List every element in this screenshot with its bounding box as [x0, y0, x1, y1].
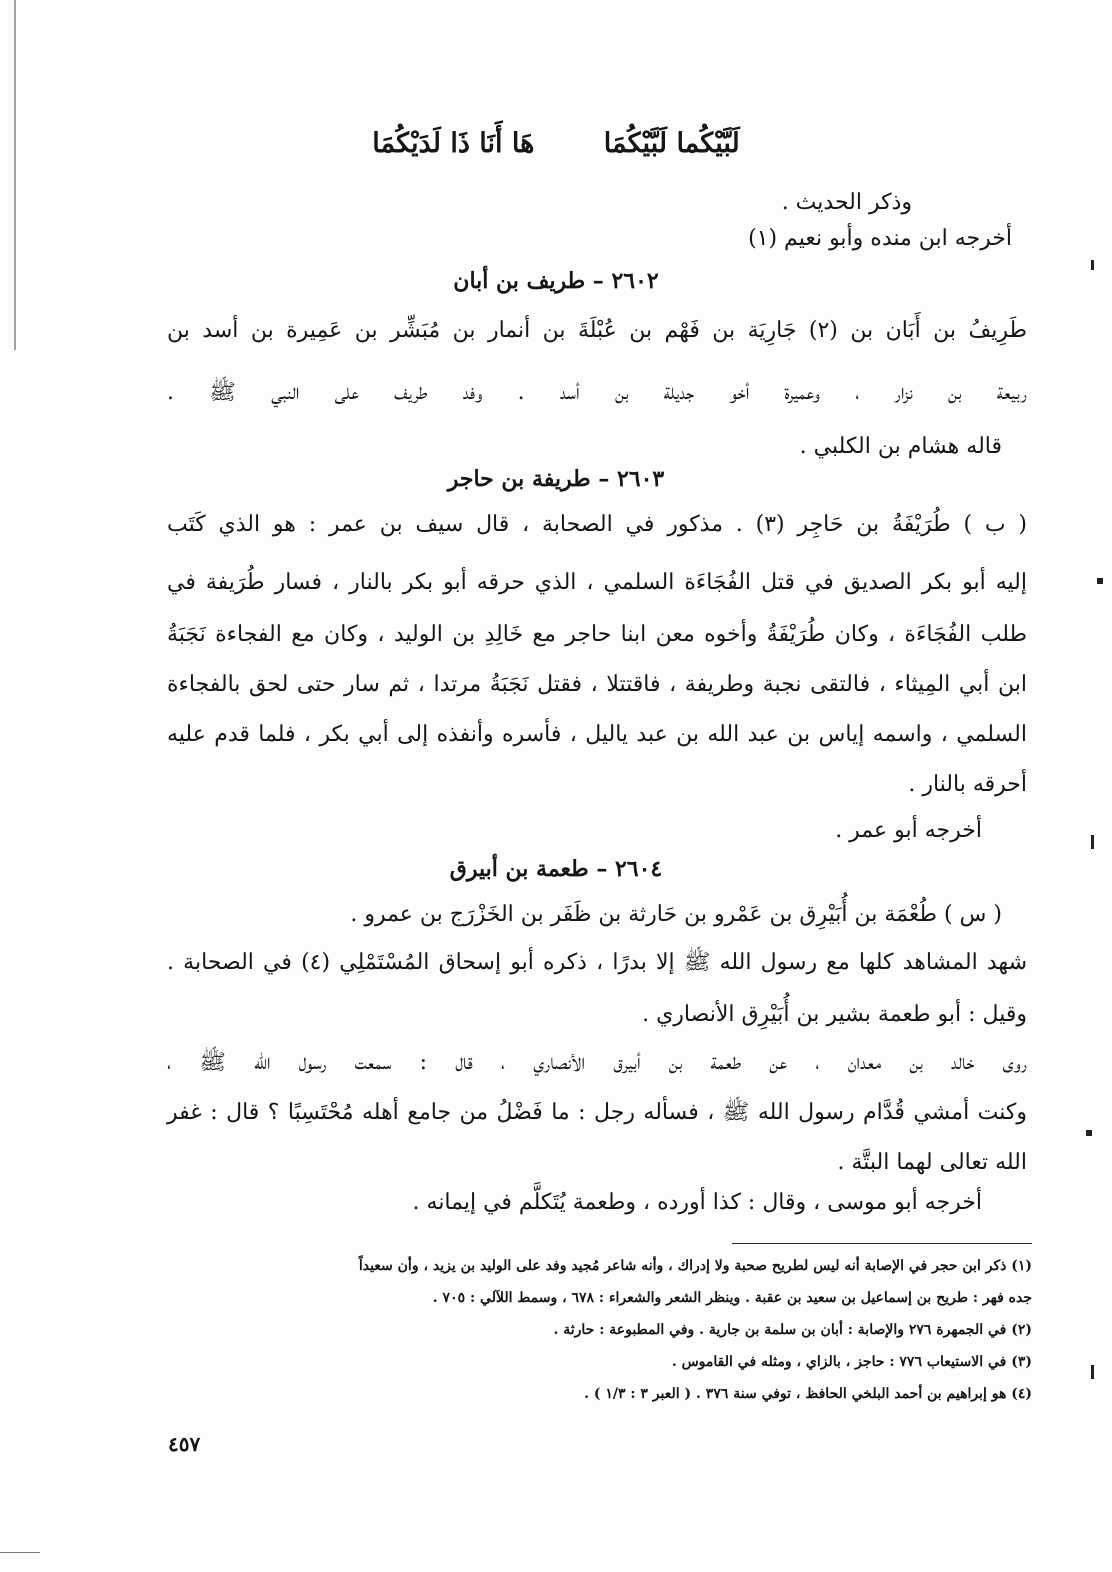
text-line: وكنت أمشي قُدَّام رسول الله ﷺ ، فسأله رجل : ما فَضْلُ من جامع أهله مُحْتَسِبًا ؟ قال : غفر [167, 1100, 1027, 1125]
page-number: ٤٥٧ [168, 1432, 201, 1456]
scan-edge-line [14, 0, 16, 350]
footnote: (٣) في الاستيعاب ٧٧٦ : حاجز ، بالزاي ، ومثله في القاموس . [671, 1354, 1032, 1370]
text-line: وذكر الحديث . [781, 190, 912, 215]
footnote: جده فهر : طريح بن إسماعيل بن سعيد بن عقبة . وينظر الشعر والشعراء : ٦٧٨ ، وسمط اللآلي : ٧٠٥ . [432, 1290, 1032, 1306]
text-line: شهد المشاهد كلها مع رسول الله ﷺ إلا بدرًا ، ذكره أبو إسحاق المُسْتَمْلِي (٤) في الصحابة . [167, 950, 1028, 975]
text-line: ( ب ) طُرَيْفَةُ بن حَاجِر (٣) . مذكور في الصحابة ، قال سيف بن عمر : هو الذي كَتَب [167, 512, 1027, 537]
verse-hemistich-left: هَا أَنَا ذَا لَدَيْكُمَا [372, 128, 535, 159]
text-line: أخرجه أبو موسى ، وقال : كذا أورده ، وطعمة يُتَكلَّم في إيمانه . [412, 1190, 982, 1215]
verse-hemistich-right: لَبَّيْكُما لَبَّيْكُمَا [603, 128, 740, 159]
text-line: إليه أبو بكر الصديق في قتل الفُجَاءَة السلمي ، الذي حرقه أبو بكر بالنار ، فسار طُرَيفة في [167, 570, 1027, 595]
entry-heading-2603: ٢٦٠٣ – طريفة بن حاجر [447, 466, 665, 492]
poetry-verse [0, 128, 1112, 159]
text-line: ابن أبي المِيثاء ، فالتقى نجبة وطريفة ، فاقتتلا ، فقتل نَجَبَةُ مرتدا ، ثم سار حتى لحق بالفجاءة [167, 672, 1027, 697]
entry-heading-2604: ٢٦٠٤ – طعمة بن أبيرق [449, 856, 663, 882]
scan-edge-mark [0, 1552, 40, 1553]
text-line: قاله هشام بن الكلبي . [799, 434, 1002, 459]
text-line: السلمي ، واسمه إياس بن عبد الله بن عبد ياليل ، فأسره وأنفذه إلى أبي بكر ، فلما قدم عليه [167, 722, 1027, 747]
scan-dot [1086, 1130, 1092, 1136]
text-line: طلب الفُجَاءَة ، وكان طُرَيْفَةُ وأخوه معن ابنا حاجر مع خَالِدِ بن الوليد ، وكان مع الفجاءة نَجَبَةُ [167, 622, 1027, 647]
footnote-rule [732, 1243, 1032, 1244]
text-line: أخرجه أبو عمر . [835, 818, 982, 843]
text-line: ربيعة بن نزار ، وعميرة أخو جديلة بن أسد . وفد طريف على النبي ﷺ . [167, 380, 1027, 405]
text-line: ( س ) طُعْمَة بن أُبَيْرِق بن عَمْرو بن حَارثة بن ظَفَر بن الخَزْرَج بن عمرو . [350, 902, 1002, 927]
footnote: (٤) هو إبراهيم بن أحمد البلخي الحافظ ، توفي سنة ٣٧٦ . ( العبر ٣ : ١/٣ ) . [584, 1386, 1032, 1402]
footnote: (٢) في الجمهرة ٢٧٦ والإصابة : أبان بن سلمة بن جارية . وفي المطبوعة : حارثة . [553, 1322, 1032, 1338]
scan-margin-mark [1091, 835, 1094, 849]
footnote: (١) ذكر ابن حجر في الإصابة أنه ليس لطريح صحبة ولا إدراك ، وأنه شاعر مُجيد وفد على الوليد بن يزيد ، وأن سعيداً [358, 1258, 1032, 1274]
text-line: أحرقه بالنار . [908, 772, 1027, 797]
entry-heading-2602: ٢٦٠٢ – طريف بن أبان [453, 268, 659, 294]
text-line: أخرجه ابن منده وأبو نعيم (١) [748, 226, 1012, 251]
text-line: طَرِيفُ بن أَبَان بن (٢) جَارِيَة بن فَهْم بن عُبْلَةَ بن أنمار بن مُبَشِّر بن عَمِيرة بن أسد بن [167, 318, 1027, 343]
text-line: الله تعالى لهما البتَّة . [837, 1150, 1027, 1175]
text-line: وقيل : أبو طعمة بشير بن أُبَيْرِق الأنصاري . [642, 1002, 1027, 1027]
scan-margin-mark [1091, 1365, 1094, 1379]
scan-dot [1097, 578, 1103, 584]
text-line: روى خالد بن معدان ، عن طعمة بن أبيرق الأنصاري ، قال : سمعت رسول الله ﷺ ، [167, 1050, 1027, 1075]
